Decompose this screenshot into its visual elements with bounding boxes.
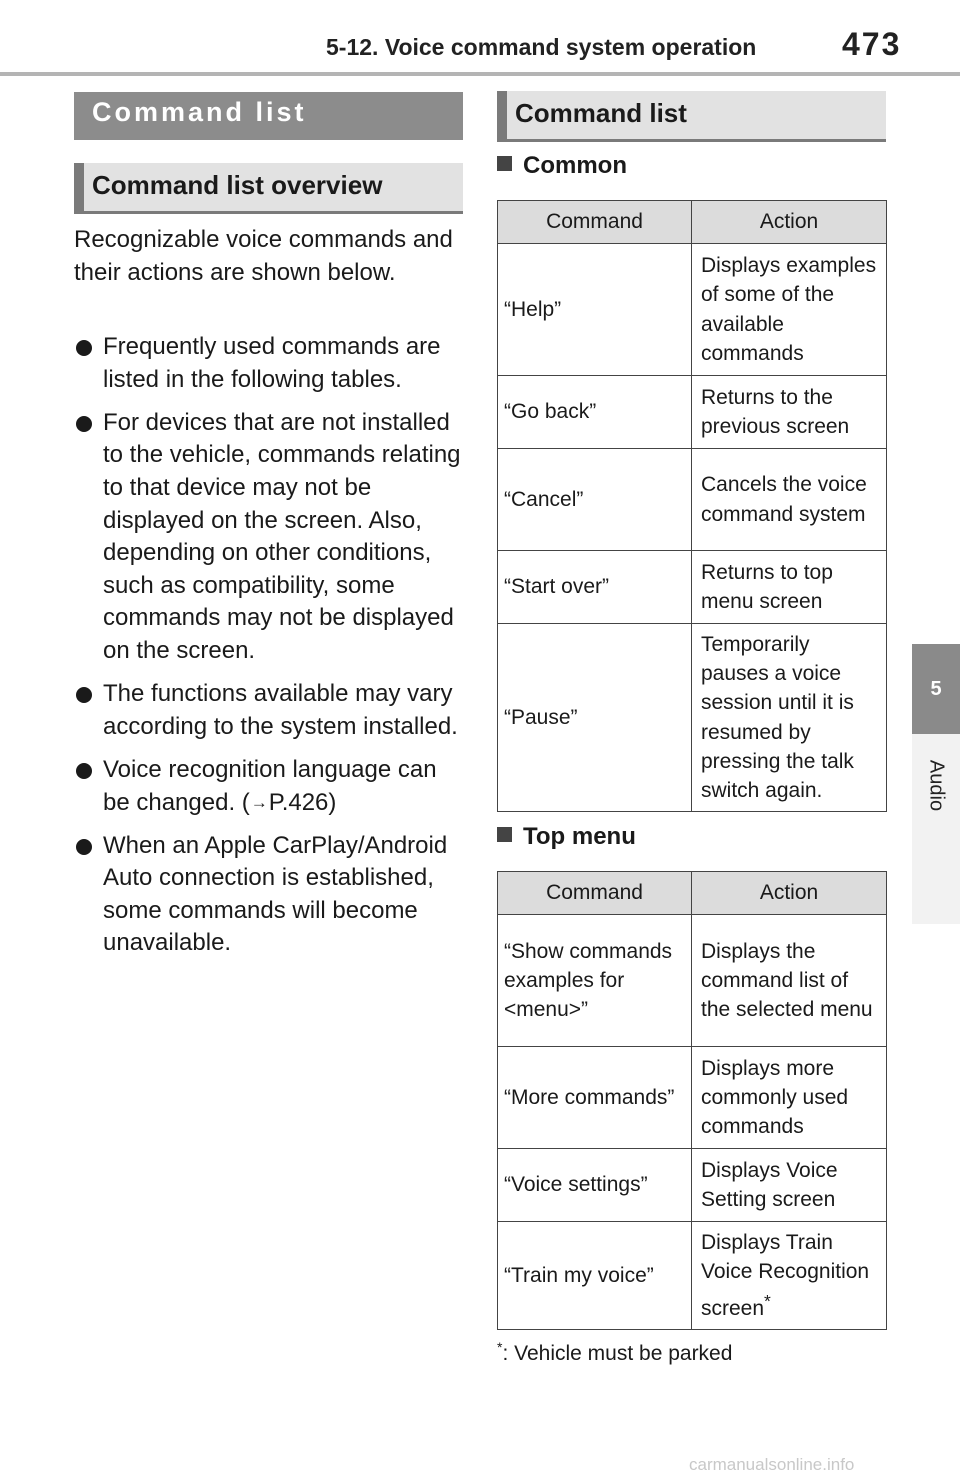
bullet-item: Frequently used commands are listed in the following tables. — [74, 331, 466, 396]
table-row — [498, 1047, 887, 1149]
table-row — [498, 624, 887, 812]
table-row — [498, 1222, 887, 1330]
bullet-item: For devices that are not installed to the vehicle, commands relating to that device may not be displayed on the screen. Also, depending on other conditions, such as compatibility, some commands may not be displayed on the screen. — [74, 407, 466, 668]
bullet-item: The functions available may vary according to the system installed. — [74, 678, 466, 743]
square-bullet-icon — [497, 156, 512, 171]
page-number: 473 — [842, 26, 902, 62]
table-row — [498, 551, 887, 624]
action-cell: Temporarily pauses a voice session until it is resumed by pressing the talk switch again. — [692, 624, 887, 812]
top-menu-command-table — [497, 871, 887, 1330]
square-bullet-icon — [497, 827, 512, 842]
table-row — [498, 376, 887, 449]
watermark: carmanualsonline.info — [689, 1455, 855, 1474]
command-cell: “Show commands examples for <menu>” — [498, 915, 692, 1047]
bullet-dot-icon — [76, 839, 92, 855]
section-title-command-list: Command list — [74, 92, 463, 140]
header-rule — [0, 72, 960, 76]
action-cell: Displays the command list of the selected menu — [692, 915, 887, 1047]
command-cell: “Help” — [498, 244, 692, 376]
heading-common: Common — [497, 152, 627, 180]
command-cell: “Start over” — [498, 551, 692, 624]
table-row — [498, 449, 887, 551]
bullet-dot-icon — [76, 687, 92, 703]
command-cell: “Cancel” — [498, 449, 692, 551]
column-header-command: Command — [498, 872, 692, 915]
footnote-mark: * — [764, 1290, 771, 1311]
bullet-dot-icon — [76, 763, 92, 779]
heading-top-menu: Top menu — [497, 823, 636, 851]
footnote-mark: * — [497, 1339, 503, 1355]
table-header-row — [498, 872, 887, 915]
bullet-item: Voice recognition language can be changed. (→P.426) — [74, 754, 466, 819]
table-row — [498, 915, 887, 1047]
bullet-dot-icon — [76, 340, 92, 356]
action-cell: Cancels the voice command system — [692, 449, 887, 551]
column-header-action: Action — [692, 872, 887, 915]
bullet-list — [74, 331, 466, 971]
arrow-right-icon: → — [250, 792, 268, 812]
footnote: *: Vehicle must be parked — [497, 1339, 733, 1365]
command-cell: “Train my voice” — [498, 1222, 692, 1330]
column-header-action: Action — [692, 201, 887, 244]
subsection-title-overview: Command list overview — [74, 163, 463, 214]
command-cell: “Pause” — [498, 624, 692, 812]
chapter-tab — [912, 734, 960, 924]
table-header-row — [498, 201, 887, 244]
action-cell: Displays more commonly used commands — [692, 1047, 887, 1149]
chapter-tab-number: 5 — [912, 644, 960, 734]
command-cell: “Voice settings” — [498, 1149, 692, 1222]
table-row — [498, 1149, 887, 1222]
action-cell: Returns to the previous screen — [692, 376, 887, 449]
table-row — [498, 244, 887, 376]
page-reference-link[interactable]: P.426 — [268, 788, 329, 816]
action-cell: Displays Voice Setting screen — [692, 1149, 887, 1222]
page-header-title: 5-12. Voice command system operation — [326, 34, 757, 60]
bullet-dot-icon — [76, 416, 92, 432]
chapter-tab-label: Audio — [925, 759, 948, 812]
command-cell: “Go back” — [498, 376, 692, 449]
action-cell: Displays Train Voice Recognition screen* — [692, 1222, 887, 1330]
action-cell: Displays examples of some of the available commands — [692, 244, 887, 376]
action-cell: Returns to top menu screen — [692, 551, 887, 624]
command-cell: “More commands” — [498, 1047, 692, 1149]
common-command-table — [497, 200, 887, 812]
bullet-item: When an Apple CarPlay/Android Auto connection is established, some commands will become unavailable. — [74, 830, 466, 960]
intro-paragraph: Recognizable voice commands and their actions are shown below. — [74, 226, 453, 286]
subsection-title-command-list: Command list — [497, 91, 886, 142]
column-header-command: Command — [498, 201, 692, 244]
